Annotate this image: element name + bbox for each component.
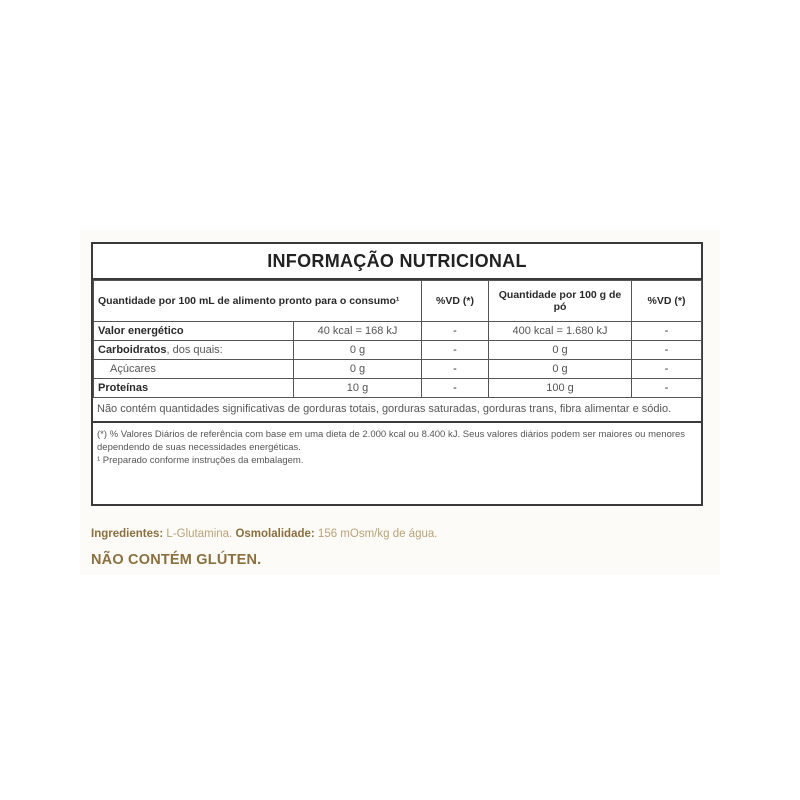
row-name: Proteínas [94,379,294,398]
ingredients-value: L-Glutamina. [166,528,233,540]
osmolality-label: Osmolalidade: [235,528,315,540]
row-value-100g: 0 g [489,341,632,360]
nutrition-facts-panel [91,242,703,506]
row-value-100ml: 0 g [294,341,422,360]
table-header-row [94,281,702,322]
row-vd-2: - [632,322,702,341]
table-row [94,360,702,379]
footnotes [93,423,701,472]
nutrition-table [93,280,702,398]
row-value-100ml: 10 g [294,379,422,398]
row-name: Açúcares [94,360,294,379]
row-value-100g: 100 g [489,379,632,398]
row-vd-1: - [422,379,489,398]
row-vd-2: - [632,341,702,360]
row-vd-2: - [632,379,702,398]
row-name: Carboidratos [98,344,167,356]
header-qty-100g: Quantidade por 100 g de pó [489,281,632,322]
row-name-suffix: , dos quais: [166,344,223,356]
row-value-100g: 0 g [489,360,632,379]
nutrition-note: Não contém quantidades significativas de gorduras totais, gorduras saturadas, gorduras trans, fibra alimentar e sódio. [93,398,701,423]
ingredients-line [91,528,437,540]
footnote-vd: (*) % Valores Diários de referência com base em uma dieta de 2.000 kcal ou 8.400 kJ. Seus valores diários podem ser maiores ou menores dependendo de suas necessidades energéticas. [97,429,686,453]
table-row [94,341,702,360]
header-qty-100ml: Quantidade por 100 mL de alimento pronto para o consumo¹ [94,281,422,322]
row-vd-1: - [422,360,489,379]
nutrition-title: INFORMAÇÃO NUTRICIONAL [93,244,701,280]
row-vd-2: - [632,360,702,379]
gluten-warning: NÃO CONTÉM GLÚTEN. [91,552,262,568]
table-row [94,379,702,398]
row-name: Valor energético [94,322,294,341]
ingredients-label: Ingredientes: [91,528,164,540]
row-vd-1: - [422,322,489,341]
row-vd-1: - [422,341,489,360]
row-name-cell [94,341,294,360]
table-row [94,322,702,341]
row-value-100ml: 0 g [294,360,422,379]
header-vd-1: %VD (*) [422,281,489,322]
footnote-preparation: ¹ Preparado conforme instruções da embalagem. [97,455,304,466]
osmolality-value: 156 mOsm/kg de água. [317,528,438,540]
header-vd-2: %VD (*) [632,281,702,322]
row-value-100g: 400 kcal = 1.680 kJ [489,322,632,341]
row-value-100ml: 40 kcal = 168 kJ [294,322,422,341]
